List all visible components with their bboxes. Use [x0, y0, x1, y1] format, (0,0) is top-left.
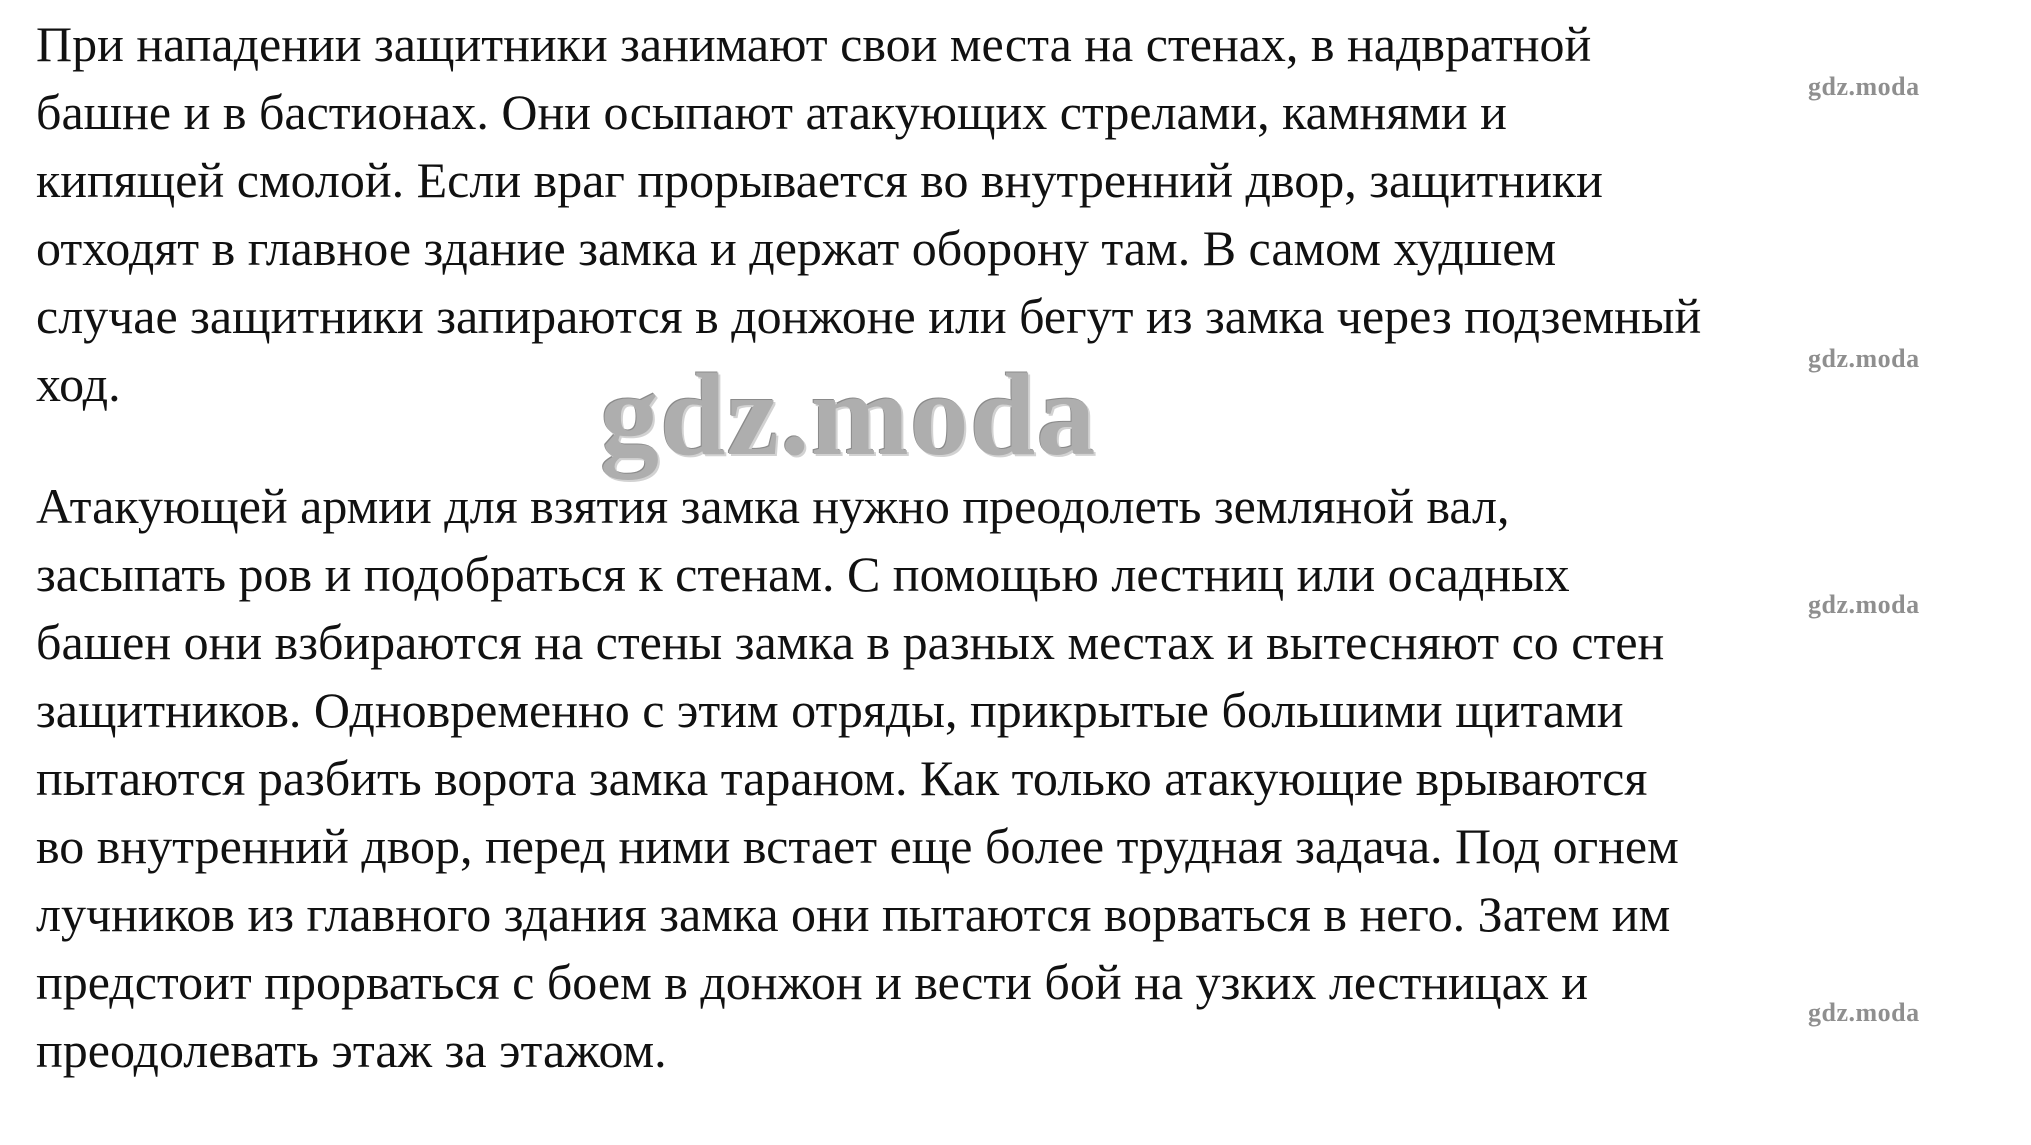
text-line: Атакующей армии для взятия замка нужно преодолеть земляной вал, — [36, 478, 1510, 534]
paragraph-attack — [36, 472, 2026, 1084]
watermark: gdz.moda — [1808, 998, 1920, 1027]
watermark: gdz.moda — [1808, 590, 1920, 619]
text-line: засыпать ров и подобраться к стенам. С помощью лестниц или осадных — [36, 546, 1570, 602]
text-line: отходят в главное здание замка и держат оборону там. В самом худшем — [36, 220, 1557, 276]
text-line: защитников. Одновременно с этим отряды, прикрытые большими щитами — [36, 682, 1624, 738]
text-line: преодолевать этаж за этажом. — [36, 1022, 667, 1078]
text-line: кипящей смолой. Если враг прорывается во внутренний двор, защитники — [36, 152, 1603, 208]
text-line: случае защитники запираются в донжоне или бегут из замка через подземный — [36, 288, 1702, 344]
text-line: предстоит прорваться с боем в донжон и вести бой на узких лестницах и — [36, 954, 1589, 1010]
text-line: лучников из главного здания замка они пытаются ворваться в него. Затем им — [36, 886, 1671, 942]
text-line: пытаются разбить ворота замка тараном. Как только атакующие врываются — [36, 750, 1648, 806]
watermark-large: gdz.moda — [600, 349, 1097, 480]
watermark: gdz.moda — [1808, 344, 1920, 373]
text-line: башне и в бастионах. Они осыпают атакующих стрелами, камнями и — [36, 84, 1507, 140]
watermark: gdz.moda — [1808, 72, 1920, 101]
text-line: При нападении защитники занимают свои места на стенах, в надвратной — [36, 16, 1592, 72]
text-line: ход. — [36, 356, 121, 412]
text-line: башен они взбираются на стены замка в разных местах и вытесняют со стен — [36, 614, 1665, 670]
text-line: во внутренний двор, перед ними встает еще более трудная задача. Под огнем — [36, 818, 1679, 874]
